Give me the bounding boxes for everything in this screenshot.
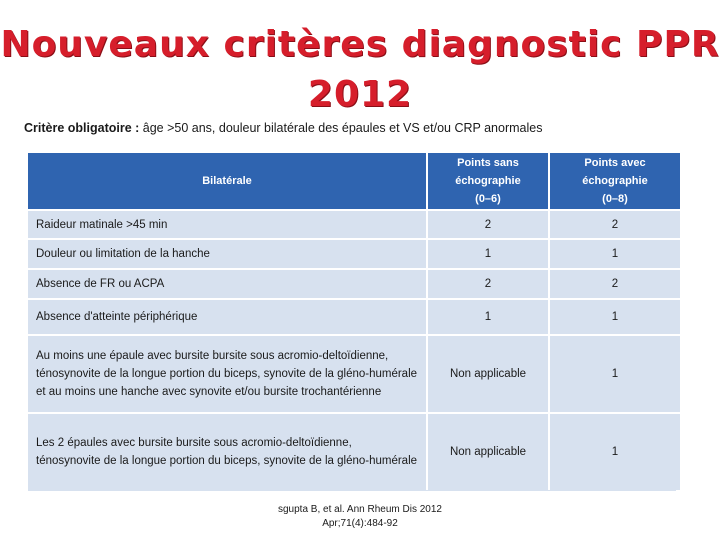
header-line: (0–6) [475, 193, 501, 205]
header-line: échographie [455, 175, 521, 187]
table-row [28, 210, 680, 239]
table-row [28, 413, 680, 490]
header-line: Bilatérale [202, 175, 252, 187]
citation [0, 503, 720, 531]
criterion-cell: Douleur ou limitation de la hanche [28, 239, 427, 269]
criteria-table [28, 153, 680, 490]
points-without-echo-cell: Non applicable [427, 413, 549, 490]
criteria-table-container [28, 153, 676, 491]
points-without-echo-cell: 1 [427, 239, 549, 269]
table-row [28, 335, 680, 413]
criterion-cell: Absence de FR ou ACPA [28, 269, 427, 299]
points-with-echo-cell: 1 [549, 335, 680, 413]
header-line: (0–8) [602, 193, 628, 205]
citation-line: sgupta B, et al. Ann Rheum Dis 2012 [278, 504, 442, 515]
points-with-echo-cell: 1 [549, 239, 680, 269]
header-points-sans-echo [427, 153, 549, 210]
mandatory-criterion [24, 120, 674, 137]
header-line: échographie [582, 175, 648, 187]
header-line: Points sans [457, 157, 519, 169]
criterion-cell: Au moins une épaule avec bursite bursite sous acromio-deltoïdienne, ténosynovite de la longue portion du biceps, synovite de la gléno-humérale et au moins une hanche avec synovite et/ou bursite trochantérienne [28, 335, 427, 413]
criterion-cell: Raideur matinale >45 min [28, 210, 427, 239]
points-without-echo-cell: Non applicable [427, 335, 549, 413]
table-row [28, 269, 680, 299]
header-points-avec-echo [549, 153, 680, 210]
citation-line: Apr;71(4):484-92 [322, 518, 398, 529]
points-with-echo-cell: 2 [549, 269, 680, 299]
points-with-echo-cell: 2 [549, 210, 680, 239]
points-without-echo-cell: 2 [427, 269, 549, 299]
slide-title-year: 2012 [307, 74, 413, 115]
table-header-row [28, 153, 680, 210]
points-with-echo-cell: 1 [549, 413, 680, 490]
criterion-cell: Absence d'atteinte périphérique [28, 299, 427, 335]
header-bilaterale [28, 153, 427, 210]
header-line: Points avec [584, 157, 646, 169]
slide-title: Nouveaux critères diagnostic PPR [0, 24, 720, 65]
points-without-echo-cell: 2 [427, 210, 549, 239]
criterion-cell: Les 2 épaules avec bursite bursite sous acromio-deltoïdienne, ténosynovite de la longue portion du biceps, synovite de la gléno-humérale [28, 413, 427, 490]
table-row [28, 299, 680, 335]
table-row [28, 239, 680, 269]
mandatory-criterion-text: âge >50 ans, douleur bilatérale des épaules et VS et/ou CRP anormales [139, 121, 543, 135]
mandatory-criterion-label: Critère obligatoire : [24, 121, 140, 135]
points-without-echo-cell: 1 [427, 299, 549, 335]
points-with-echo-cell: 1 [549, 299, 680, 335]
